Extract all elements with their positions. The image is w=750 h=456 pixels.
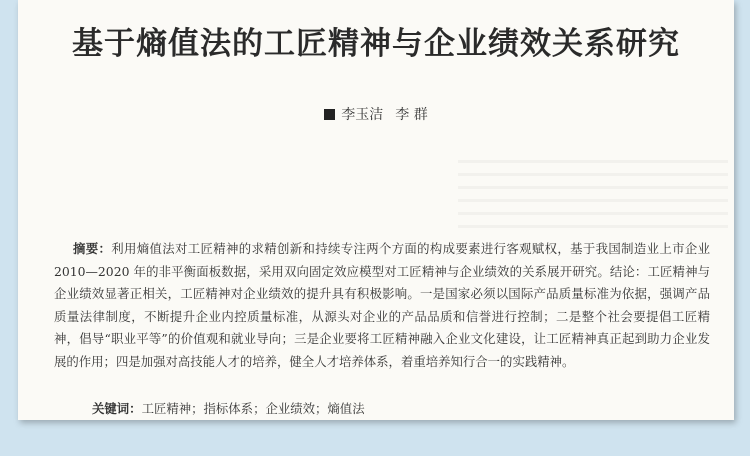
author-line: [18, 104, 734, 124]
author-name: 李 群: [395, 107, 428, 123]
journal-page: [18, 0, 734, 420]
keywords-label: 关键词：: [92, 401, 142, 416]
abstract-paragraph: [54, 238, 710, 374]
abstract-label: 摘要：: [73, 241, 112, 256]
black-square-icon: [324, 109, 335, 120]
show-through-texture: [458, 150, 728, 230]
keywords-line: [92, 399, 692, 417]
abstract-text: 利用熵值法对工匠精神的求精创新和持续专注两个方面的构成要素进行客观赋权，基于我国制造业上市企业 2010—2020 年的非平衡面板数据，采用双向固定效应模型对工匠精神与企业绩效的关系展开研究。结论：工匠精神与企业绩效显著正相关，工匠精神对企业绩效的提升具有积极影响。一是国家必须以国际产品质量标准为依据，强调产品质量法律制度，不断提升企业内控质量标准，从源头对企业的产品品质和信誉进行控制；二是整个社会要提倡工匠精神，倡导“职业平等”的价值观和就业导向；三是企业要将工匠精神融入企业文化建设，让工匠精神真正起到助力企业发展的作用；四是加强对高技能人才的培养，健全人才培养体系，着重培养知行合一的实践精神。: [54, 241, 711, 369]
keywords-text: 工匠精神；指标体系；企业绩效；熵值法: [141, 401, 365, 416]
author-name: 李玉洁: [341, 107, 384, 123]
article-title: 基于熵值法的工匠精神与企业绩效关系研究: [72, 26, 680, 62]
